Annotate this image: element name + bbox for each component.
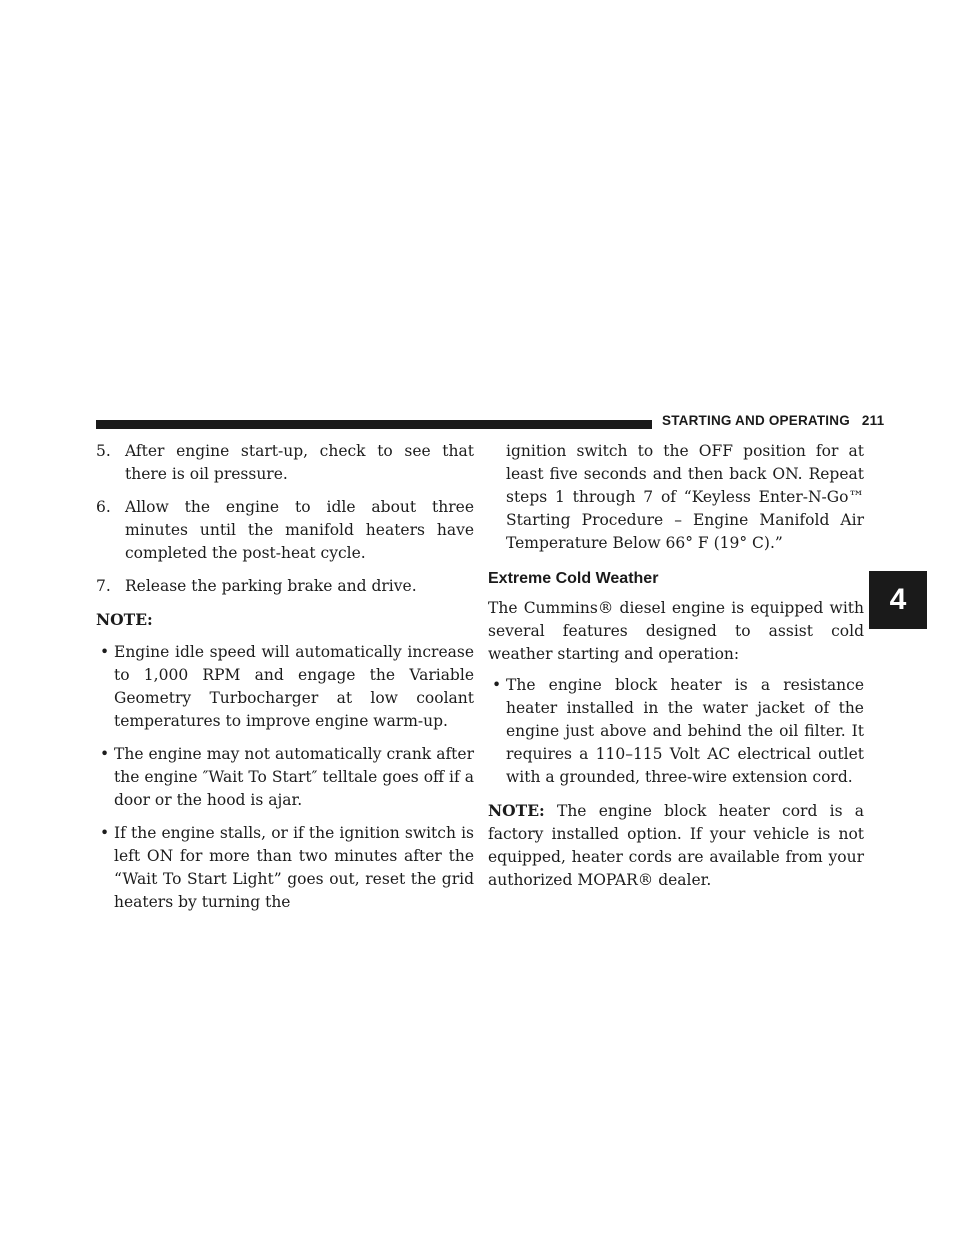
step-number: 6.: [96, 498, 111, 516]
bullet-icon: •: [100, 745, 110, 763]
step-text: Release the parking brake and drive.: [125, 577, 417, 595]
note-bullet: [96, 743, 474, 812]
step-number: 7.: [96, 577, 111, 595]
bullet-icon: •: [100, 643, 110, 661]
step-7: [96, 575, 474, 598]
section-title: STARTING AND OPERATING: [662, 413, 850, 428]
note-heading: NOTE:: [96, 610, 153, 629]
note-bullet: [96, 822, 474, 914]
note-text: The engine block heater cord is a factory installed option. If your vehicle is not equipped, heater cords are available from your authorized MOPAR® dealer.: [488, 802, 864, 889]
bullet-icon: •: [492, 676, 502, 694]
bullet-text: The engine block heater is a resistance heater installed in the water jacket of the engine just above and behind the oil filter. It requires a 110–115 Volt AC electrical outlet with a grounded, three-wire extension cord.: [506, 676, 864, 786]
list-item: [488, 674, 864, 789]
note-bullet: [96, 641, 474, 733]
page-number: 211: [861, 413, 885, 428]
intro-paragraph: The Cummins® diesel engine is equipped with several features designed to assist cold weather starting and operation:: [488, 599, 864, 663]
running-header: [662, 413, 884, 428]
bullet-text: Engine idle speed will automatically increase to 1,000 RPM and engage the Variable Geometry Turbocharger at low coolant temperatures to improve engine warm-up.: [114, 643, 474, 730]
bullet-text: The engine may not automatically crank after the engine ″Wait To Start″ telltale goes off if a door or the hood is ajar.: [114, 745, 474, 809]
left-column: [96, 440, 474, 924]
bullet-continuation: ignition switch to the OFF position for at least five seconds and then back ON. Repeat steps 1 through 7 of “Keyless Enter-N-Go™ Starting Procedure – Engine Manifold Air Temperature Below 66° F (19° C).”: [506, 442, 864, 552]
step-5: [96, 440, 474, 486]
step-text: Allow the engine to idle about three minutes until the manifold heaters have completed the post-heat cycle.: [125, 498, 474, 562]
section-heading: Extreme Cold Weather: [488, 570, 659, 587]
step-number: 5.: [96, 442, 111, 460]
right-column: [488, 440, 864, 900]
step-6: [96, 496, 474, 565]
bullet-icon: •: [100, 824, 110, 842]
header-rule: [96, 420, 652, 429]
note-label: NOTE:: [488, 801, 545, 820]
step-text: After engine start-up, check to see that there is oil pressure.: [125, 442, 474, 483]
chapter-tab: 4: [869, 571, 927, 629]
note-paragraph: [488, 799, 864, 892]
bullet-text: If the engine stalls, or if the ignition switch is left ON for more than two minutes after the “Wait To Start Light” goes out, reset the grid heaters by turning the: [114, 824, 474, 911]
